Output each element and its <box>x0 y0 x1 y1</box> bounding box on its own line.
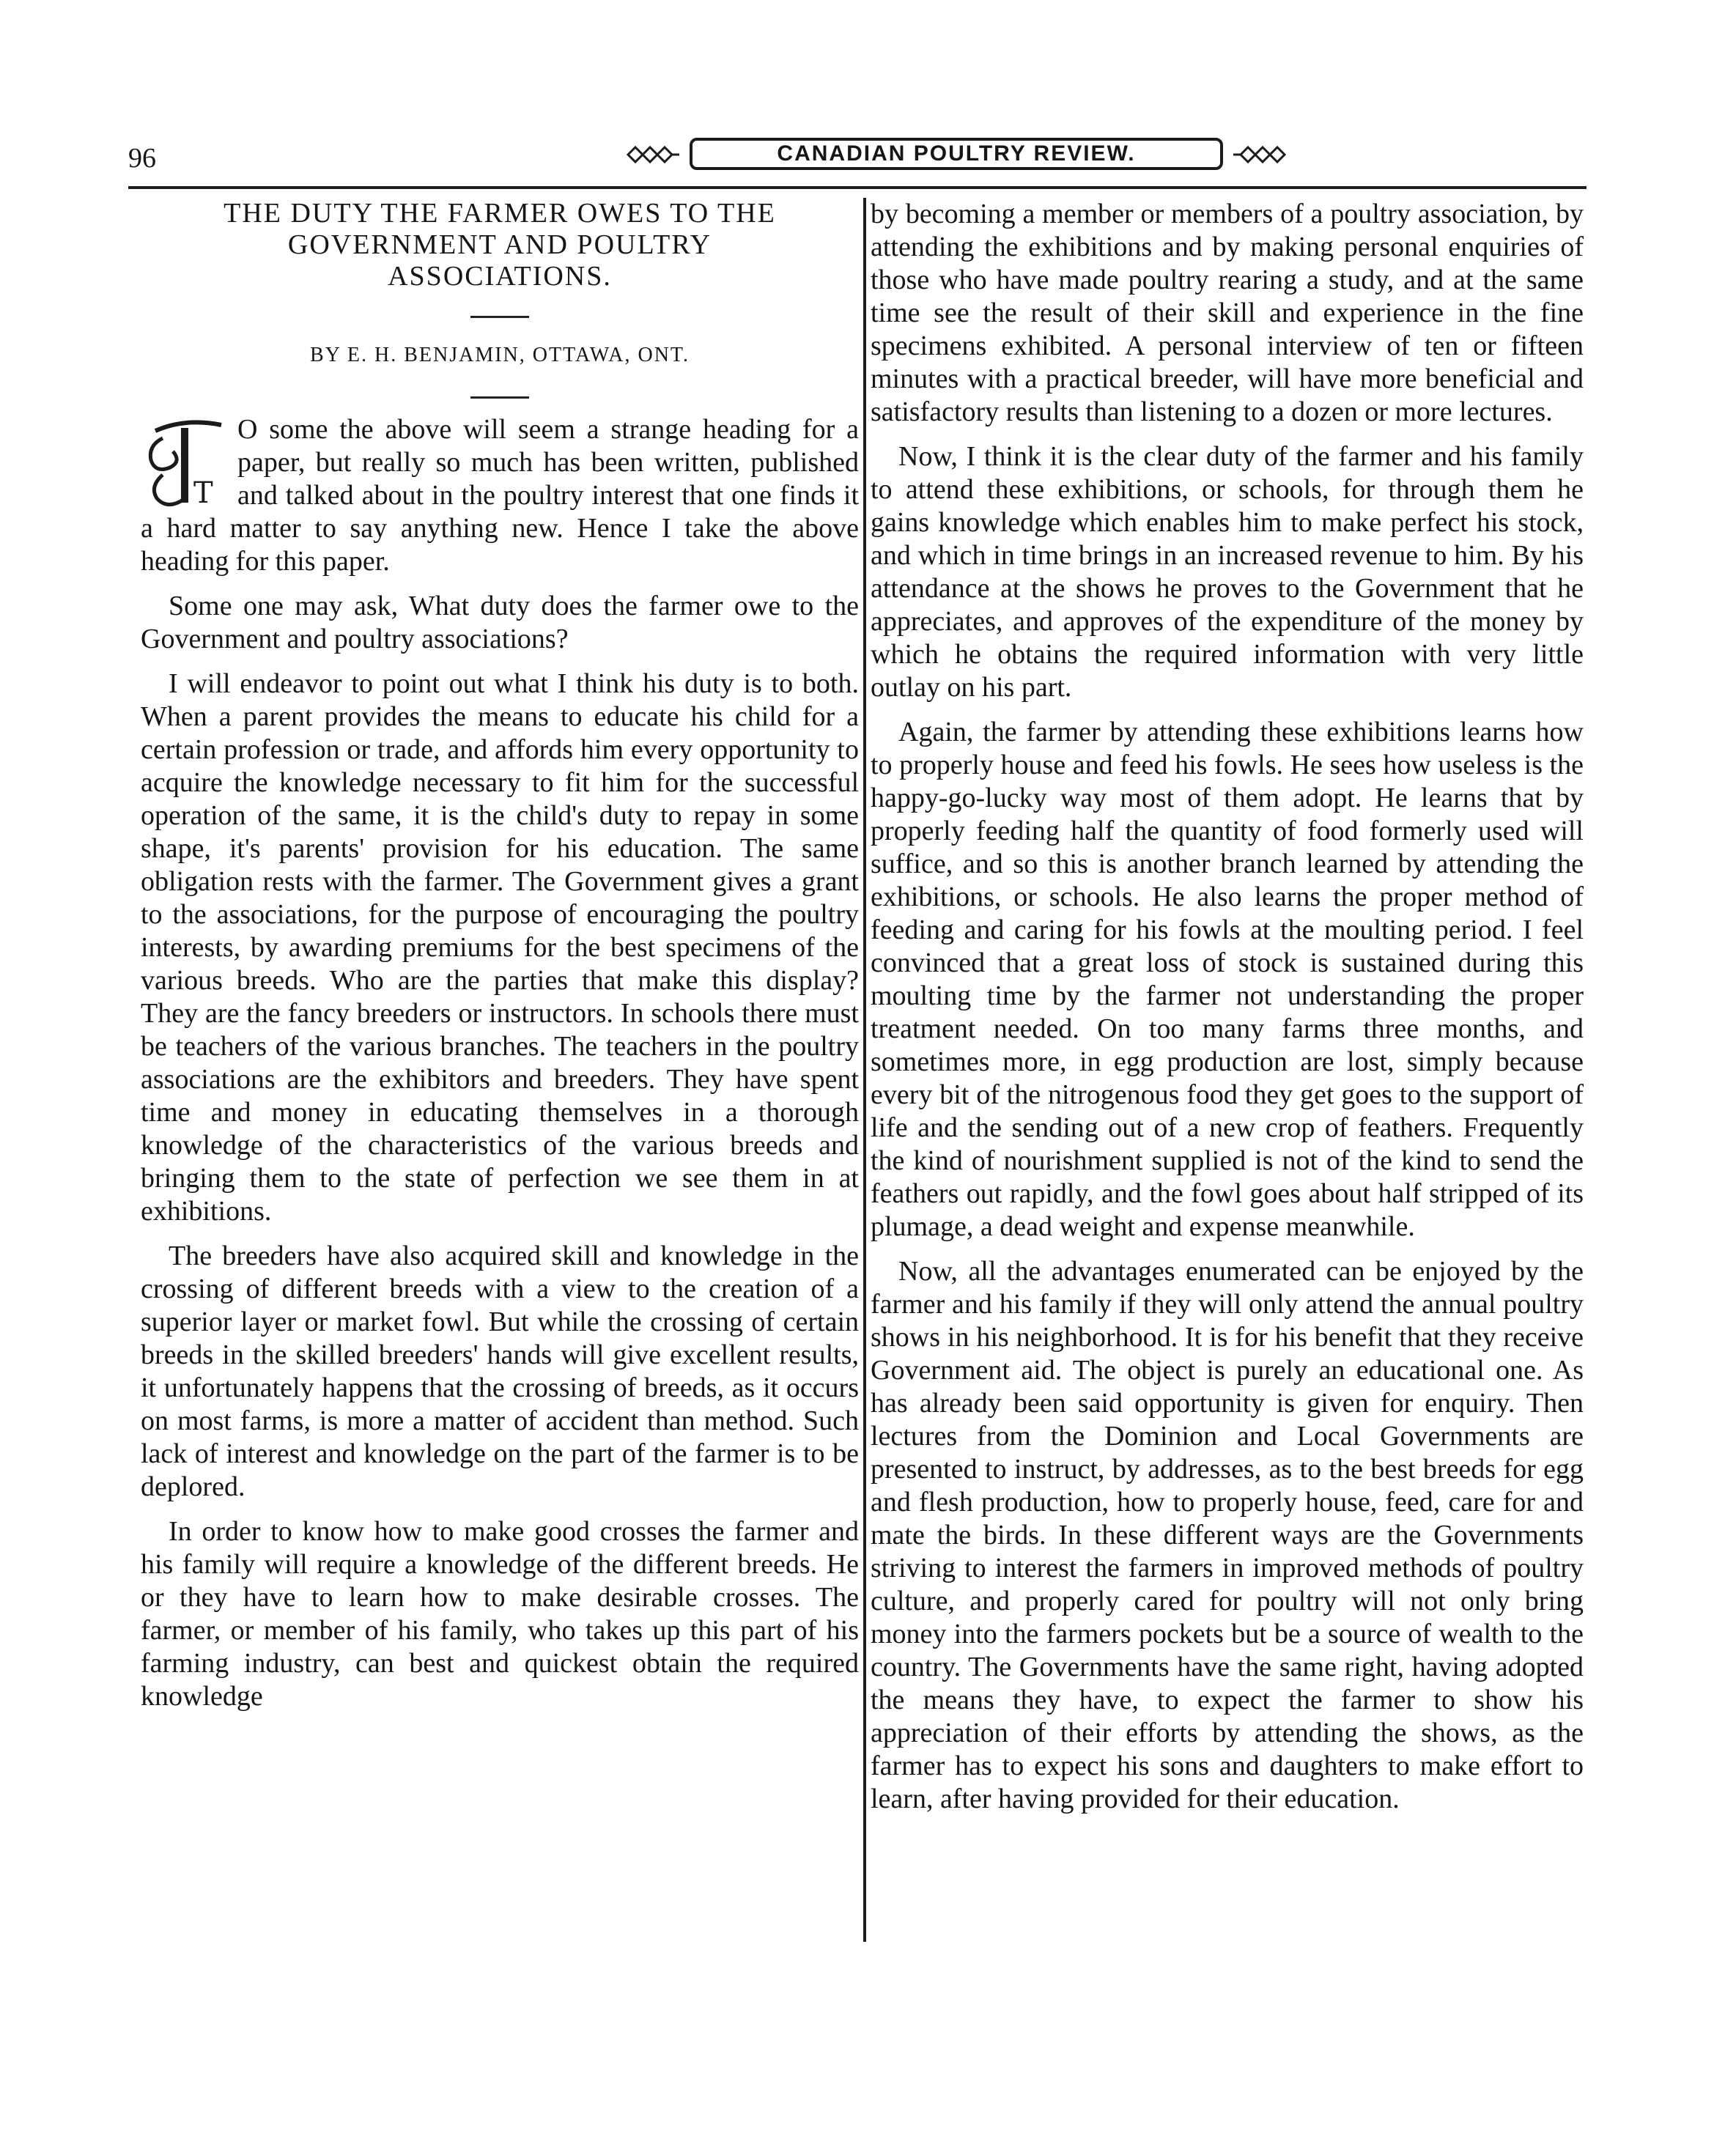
paragraph-8: Again, the farmer by attending these exhibitions learns how to properly house and feed his fowls. He sees how useless is the happy-go-lucky way most of them adopt. He learns that by properly feeding half the quantity of food formerly used will suffice, and so this is another branch learned by attending the exhibitions, or schools. He also learns the proper method of feeding and caring for his fowls at the moulting period. I feel convinced that a great loss of stock is sustained during this moulting time by the farmer not understanding the proper treatment needed. On too many farms three months, and sometimes more, in egg production are lost, simply because every bit of the nitrogenous food they get goes to the support of life and the sending out of a new crop of feathers. Frequently the kind of nourishment supplied is not of the kind to send the feathers out rapidly, and the fowl goes about half stripped of its plumage, a dead weight and expense meanwhile. <box>871 717 1584 1242</box>
paragraph-1: O some the above will seem a strange heading for a paper, but really so much has been written, published and talked about in the poultry interest that one finds it a hard matter to say anything new. Hence I take the above heading for this paper. <box>141 414 859 577</box>
article-title <box>141 198 859 292</box>
paragraph-9: Now, all the advantages enumerated can be enjoyed by the farmer and his family if they will only attend the annual poultry shows in his neighborhood. It is for his benefit that they receive Government aid. The object is purely an educational one. As has already been said opportunity is given for enquiry. Then lectures from the Dominion and Local Governments are presented to instruct, by addresses, as to the best breeds for egg and flesh production, how to properly house, feed, care for and mate the birds. In these different ways are the Governments striving to interest the farmers in improved methods of poultry culture, and properly cared for poultry will not only bring money into the farmers pockets but be a source of wealth to the country. The Governments have the same right, having adopted the means they have, to expect the farmer to show his appreciation of their efforts by attending the shows, as the farmer has to expect his sons and daughters to make effort to learn, after having provided for their education. <box>871 1256 1584 1814</box>
title-line-2: GOVERNMENT AND POULTRY <box>287 229 712 260</box>
paragraph-3: I will endeavor to point out what I think his duty is to both. When a parent provides the means to educate his child for a certain profession or trade, and affords him every opportunity to acquire the knowledge necessary to fit him for the successful operation of the same, it is the child's duty to repay in some shape, it's parents' provision for his education. The same obligation rests with the farmer. The Government gives a grant to the associations, for the purpose of encouraging the poultry interests, by awarding premiums for the best specimens of the various breeds. Who are the parties that make this display? They are the fancy breeders or instructors. In schools there must be teachers of the various branches. The teachers in the poultry associations are the exhibitors and breeders. They have spent time and money in educating themselves in a thorough knowledge of the characteristics of the various breeds and bringing them to the state of perfection we see them in at exhibitions. <box>141 668 859 1227</box>
paragraph-7: Now, I think it is the clear duty of the farmer and his family to attend these exhibitions, or schools, for through them he gains knowledge which enables him to make perfect his stock, and which in time brings in an increased revenue to him. By his attendance at the shows he proves to the Government that he appreciates, and approves of the expenditure of the money by which he obtains the required information with very little outlay on his part. <box>871 441 1584 703</box>
dropcap-t-icon <box>141 416 230 511</box>
page-header <box>128 129 1587 186</box>
masthead <box>627 129 1286 180</box>
header-rule <box>128 186 1587 189</box>
page-number: 96 <box>128 143 156 174</box>
byline: BY E. H. BENJAMIN, OTTAWA, ONT. <box>310 344 690 366</box>
masthead-title: CANADIAN POULTRY REVIEW. <box>690 138 1223 170</box>
ornament-left-icon <box>627 144 681 166</box>
byline-divider <box>470 396 529 399</box>
column-divider <box>863 198 866 1942</box>
title-line-3: ASSOCIATIONS. <box>388 261 612 292</box>
paragraph-6: by becoming a member or members of a poultry association, by attending the exhibitions and by making personal enquiries of those who have made poultry rearing a study, and at the same time see the result of their skill and experience in the fine specimens exhibited. A personal interview of ten or fifteen minutes with a practical breeder, will have more beneficial and satisfactory results than listening to a dozen or more lectures. <box>871 199 1584 427</box>
paragraph-5: In order to know how to make good crosses the farmer and his family will require a knowledge of the different breeds. He or they have to learn how to make desirable crosses. The farmer, or member of his family, who takes up this part of his farming industry, can best and quickest obtain the required knowledge <box>141 1516 859 1712</box>
svg-text:T: T <box>193 476 213 510</box>
paragraph-2: Some one may ask, What duty does the farmer owe to the Government and poultry associations? <box>141 591 859 654</box>
right-column <box>871 198 1584 1827</box>
left-column <box>141 198 859 1725</box>
title-divider <box>470 316 529 318</box>
paragraph-4: The breeders have also acquired skill and knowledge in the crossing of different breeds with a view to the creation of a superior layer or market fowl. But while the crossing of certain breeds in the skilled breeders' hands will give excellent results, it unfortunately happens that the crossing of breeds, as it occurs on most farms, is more a matter of accident than method. Such lack of interest and knowledge on the part of the farmer is to be deplored. <box>141 1241 859 1502</box>
title-line-1: THE DUTY THE FARMER OWES TO THE <box>224 198 776 229</box>
ornament-right-icon <box>1232 144 1286 166</box>
